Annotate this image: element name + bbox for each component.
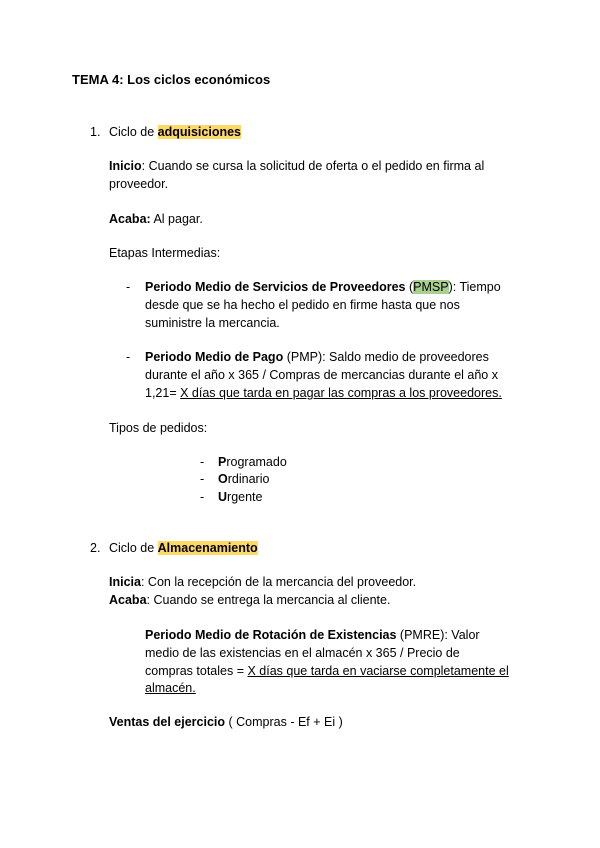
- tipo-rest: rogramado: [226, 455, 287, 469]
- tipo-item-urgente: [218, 489, 262, 507]
- pmp-line-3-underlined: X días que tarda en pagar las compras a los proveedores.: [180, 386, 502, 400]
- pmsp-line-1: [145, 279, 501, 297]
- pmp-line-2: durante el año x 365 / Compras de mercancias durante el año x: [145, 368, 498, 382]
- tipo-initial: P: [218, 455, 227, 469]
- pmre-line-4: [145, 680, 196, 698]
- section-2-prefix: Ciclo de: [109, 541, 158, 555]
- section-2-highlight: Almacenamiento: [157, 541, 258, 555]
- tipos-heading: Tipos de pedidos:: [109, 421, 208, 435]
- pmp-line-3: [145, 385, 502, 403]
- acaba2-text: : Cuando se entrega la mercancia al cliente.: [146, 593, 391, 607]
- inicio-text: : Cuando se cursa la solicitud de oferta o el pedido en firma al: [141, 159, 485, 173]
- inicia-text: : Con la recepción de la mercancia del proveedor.: [140, 575, 417, 589]
- pmsp-open: (: [405, 280, 414, 294]
- section-2-heading: [109, 540, 258, 558]
- pmsp-close: ): Tiempo: [448, 280, 501, 294]
- tipo-item-ordinario: [218, 471, 269, 489]
- pmre-line-2: medio de las existencias en el almacén x 365 / Precio de: [145, 646, 460, 660]
- tipo-bullet-2: -: [200, 472, 205, 486]
- pmp-line-1-rest: (PMP): Saldo medio de proveedores: [283, 350, 489, 364]
- inicio-label: Inicio: [109, 159, 142, 173]
- pmre-line-3: [145, 663, 509, 681]
- pmre-line-4-underlined: almacén.: [145, 681, 196, 695]
- section-1-number: 1.: [90, 125, 101, 139]
- inicia-line: [109, 574, 416, 592]
- section-1-prefix: Ciclo de: [109, 125, 158, 139]
- ventas-label: Ventas del ejercicio: [109, 715, 226, 729]
- tipo-rest: rgente: [227, 490, 263, 504]
- acaba-line: [109, 211, 203, 229]
- pmsp-abbr: PMSP: [413, 280, 449, 294]
- pmp-line-3-prefix: 1,21=: [145, 386, 181, 400]
- tipo-bullet-3: -: [200, 490, 205, 504]
- tipo-rest: rdinario: [227, 472, 270, 486]
- etapas-heading: Etapas Intermedias:: [109, 246, 221, 260]
- pmsp-bullet: -: [126, 280, 131, 294]
- section-1-highlight: adquisiciones: [157, 125, 241, 139]
- pmre-line-3-underlined: X días que tarda en vaciarse completamente el: [247, 664, 509, 678]
- pmp-label: Periodo Medio de Pago: [145, 350, 284, 364]
- pmsp-line-2: desde que se ha hecho el pedido en firme hasta que nos: [145, 298, 460, 312]
- ventas-text: ( Compras - Ef + Ei ): [225, 715, 343, 729]
- pmsp-label: Periodo Medio de Servicios de Proveedores: [145, 280, 406, 294]
- pmre-line-1-rest: (PMRE): Valor: [396, 628, 480, 642]
- acaba-label: Acaba:: [109, 212, 151, 226]
- tipo-initial: O: [218, 472, 228, 486]
- section-2-number: 2.: [90, 541, 101, 555]
- acaba-text: Al pagar.: [150, 212, 203, 226]
- section-1-heading: [109, 124, 241, 142]
- acaba2-line: [109, 592, 390, 610]
- tipo-initial: U: [218, 490, 228, 504]
- pmp-bullet: -: [126, 350, 131, 364]
- pmp-line-1: [145, 349, 489, 367]
- inicia-label: Inicia: [109, 575, 141, 589]
- inicio-line-2: proveedor.: [109, 177, 169, 191]
- pmre-label: Periodo Medio de Rotación de Existencias: [145, 628, 397, 642]
- tipo-item-programado: [218, 454, 287, 472]
- pmsp-line-3: suministre la mercancia.: [145, 316, 280, 330]
- ventas-line: [109, 714, 343, 732]
- pmre-line-1: [145, 627, 480, 645]
- pmre-line-3-prefix: compras totales =: [145, 664, 248, 678]
- tipo-bullet-1: -: [200, 455, 205, 469]
- document-title: TEMA 4: Los ciclos económicos: [72, 72, 271, 87]
- acaba2-label: Acaba: [109, 593, 147, 607]
- inicio-line-1: [109, 158, 484, 176]
